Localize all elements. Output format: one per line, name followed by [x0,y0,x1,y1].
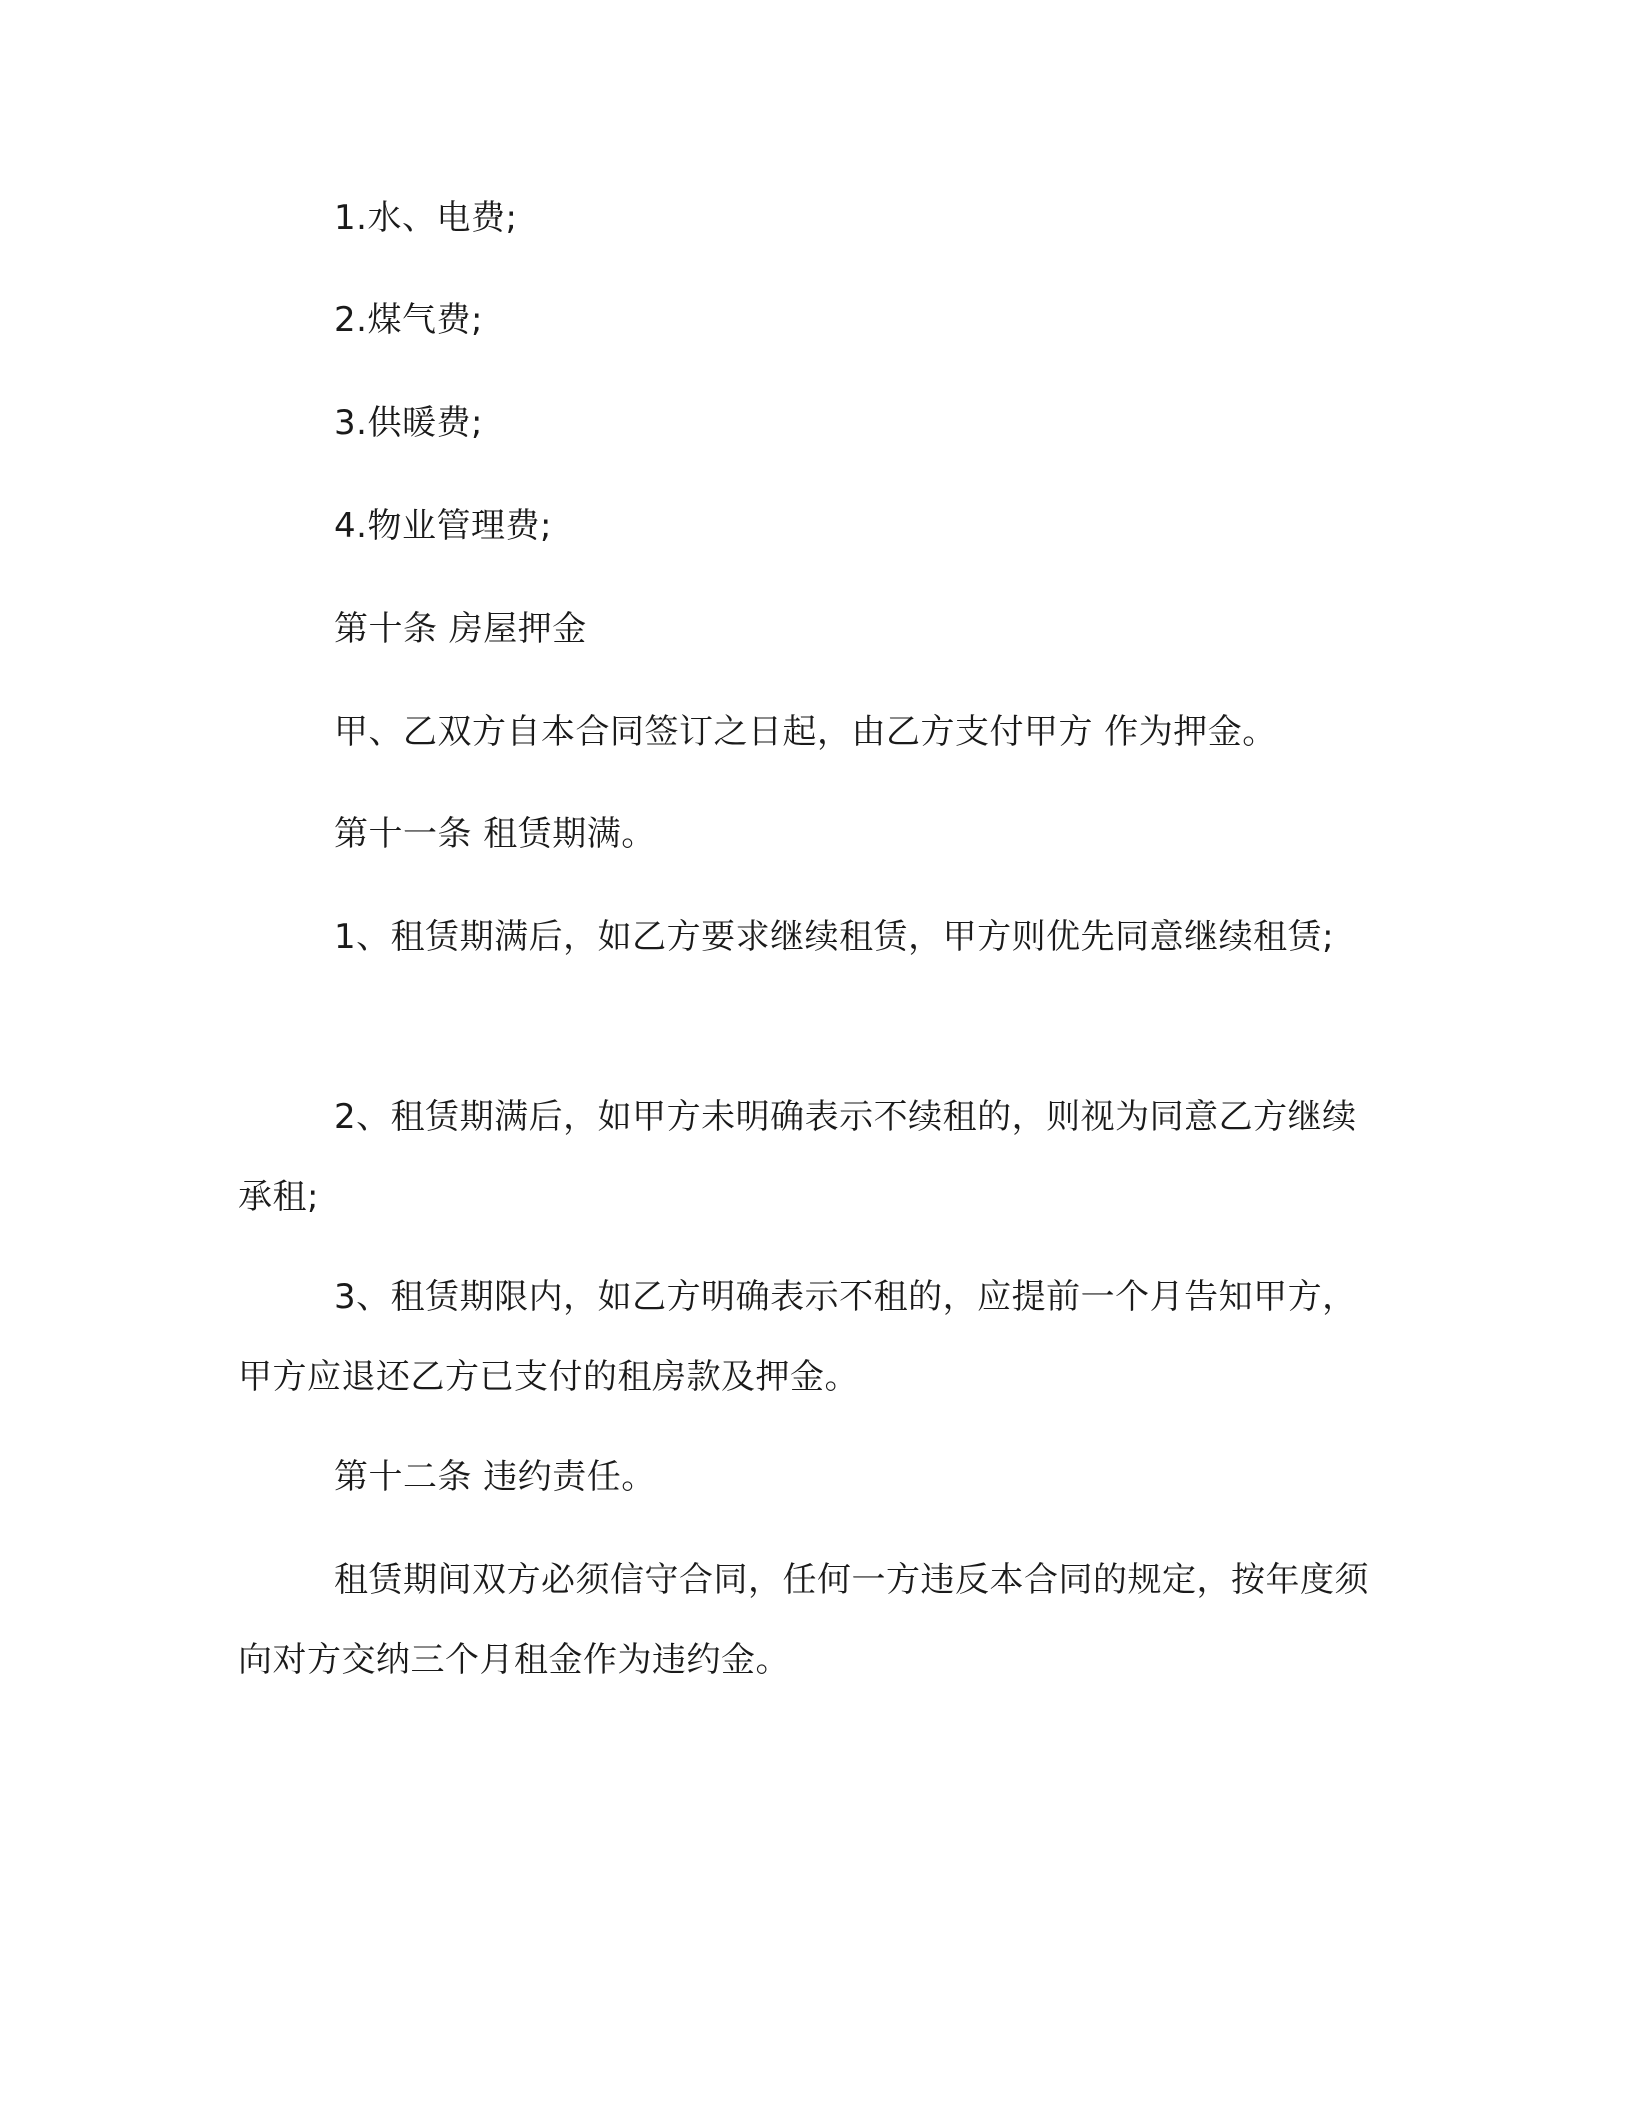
article-11-clause-3: 3、租赁期限内，如乙方明确表示不租的，应提前一个月告知甲方，甲方应退还乙方已支付的租房款及押金。 [238,1277,1357,1397]
article-11-heading: 第十一条 租赁期满。 [334,814,656,854]
article-11-clause-1: 1、租赁期满后，如乙方要求继续租赁，甲方则优先同意继续租赁; [334,917,1335,957]
fee-item-property-management: 4.物业管理费; [334,506,552,546]
article-11-clause-2: 2、租赁期满后，如甲方未明确表示不续租的，则视为同意乙方继续承租; [238,1097,1357,1217]
article-10-heading: 第十条 房屋押金 [334,609,587,649]
fee-item-heating: 3.供暖费; [334,403,483,443]
fee-item-water-electricity: 1.水、电费; [334,198,518,238]
article-12-breach-paragraph: 租赁期间双方必须信守合同，任何一方违反本合同的规定，按年度须向对方交纳三个月租金作为违约金。 [238,1560,1369,1680]
fee-item-gas: 2.煤气费; [334,300,483,340]
article-10-deposit-paragraph: 甲、乙双方自本合同签订之日起，由乙方支付甲方 作为押金。 [334,712,1277,752]
article-12-heading: 第十二条 违约责任。 [334,1457,656,1497]
